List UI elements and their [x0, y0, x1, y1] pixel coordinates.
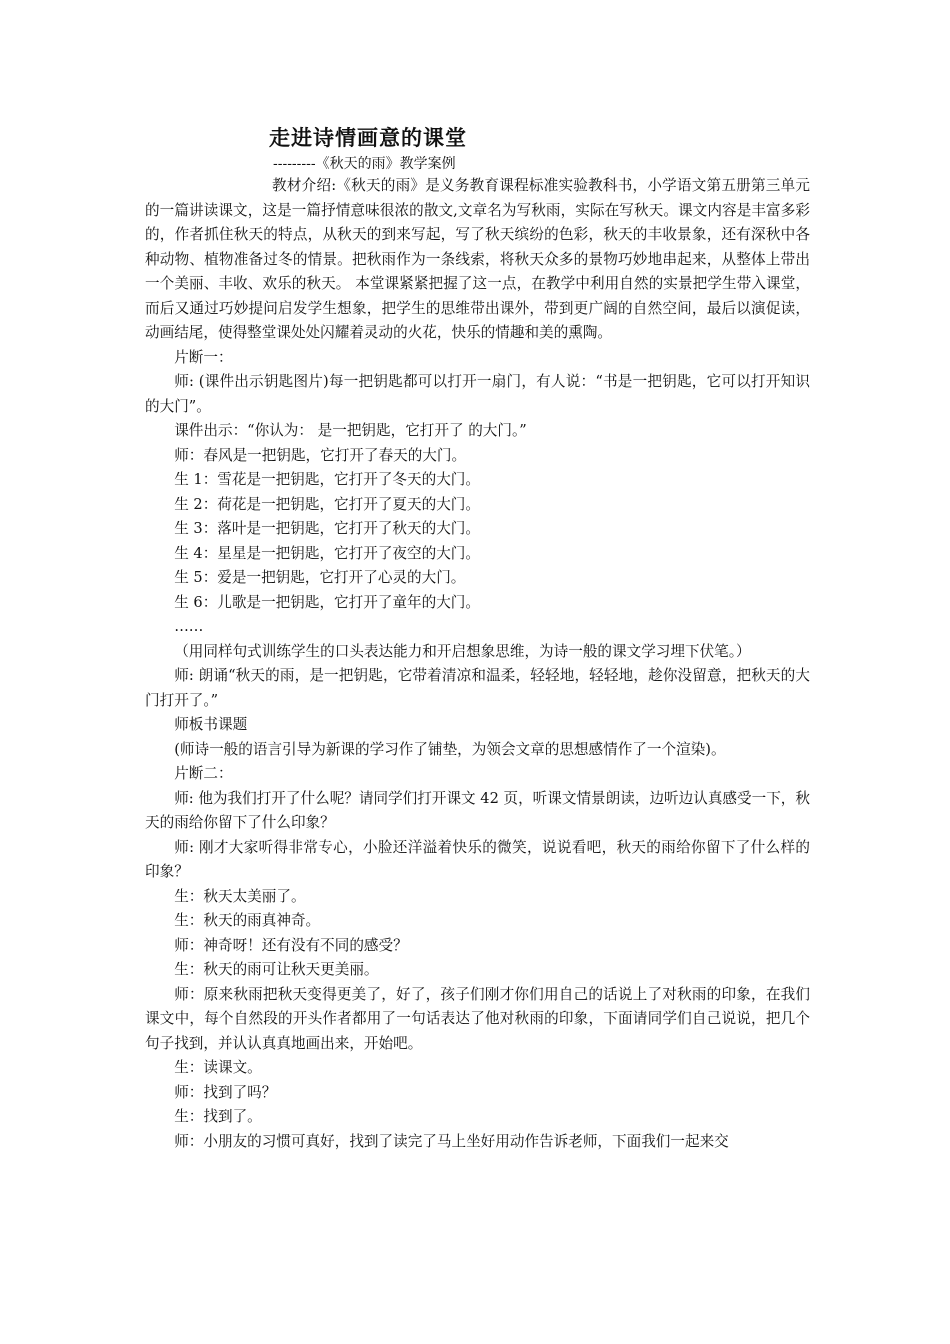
paragraph: 师: 朗诵“秋天的雨，是一把钥匙，它带着清凉和温柔，轻轻地，轻轻地，趁你没留意，把秋天的大门打开了。”	[145, 667, 810, 709]
intro-paragraph: 教材介绍:《秋天的雨》是义务教育课程标准实验教科书，小学语文第五册第三单元的一篇讲读课文，这是一篇抒情意味很浓的散文,文章名为写秋雨，实际在写秋天。课文内容是丰富多彩的，作者抓住秋天的特点，从秋天的到来写起，写了秋天缤纷的色彩，秋天的丰收景象，还有深秋中各种动物、植物准备过冬的情景。把秋雨作为一条线索，将秋天众多的景物巧妙地串起来，从整体上带出一个美丽、丰收、欢乐的秋天。 本堂课紧紧把握了这一点，在教学中利用自然的实景把学生带入课堂，而后又通过巧妙提问启发学生想象，把学生的思维带出课外，带到更广阔的自然空间，最后以演促读，动画结尾，使得整堂课处处闪耀着灵动的火花，快乐的情趣和美的熏陶。	[145, 177, 810, 341]
paragraph: 生：秋天太美丽了。	[174, 887, 306, 905]
document-subtitle: ---------《秋天的雨》教学案例	[273, 156, 456, 172]
ellipsis: ……	[174, 618, 204, 635]
document-title: 走进诗情画意的课堂	[269, 126, 467, 150]
paragraph: 生 4：星星是一把钥匙，它打开了夜空的大门。	[174, 544, 480, 562]
document-body	[145, 124, 810, 1154]
paragraph: 师：找到了吗？	[174, 1083, 277, 1101]
paragraph: 师：春风是一把钥匙，它打开了春天的大门。	[174, 446, 467, 464]
paragraph: 生：秋天的雨真神奇。	[174, 912, 321, 929]
paragraph: 生 6：儿歌是一把钥匙，它打开了童年的大门。	[174, 593, 480, 611]
paragraph: 师：原来秋雨把秋天变得更美了，好了，孩子们刚才你们用自己的话说上了对秋雨的印象，在我们课文中，每个自然段的开头作者都用了一句话表达了他对秋雨的印象，下面请同学们自己说说，把几个句子找到，并认认真真地画出来，开始吧。	[145, 985, 810, 1052]
paragraph: 生 1：雪花是一把钥匙，它打开了冬天的大门。	[174, 471, 480, 488]
section-heading-1: 片断一：	[174, 348, 233, 366]
paragraph: 生 2：荷花是一把钥匙，它打开了夏天的大门。	[174, 495, 480, 513]
paragraph: 生：秋天的雨可让秋天更美丽。	[174, 961, 379, 978]
paragraph: 生：读课文。	[174, 1059, 262, 1076]
paragraph: 师：神奇呀！还有没有不同的感受？	[174, 936, 408, 954]
paragraph: 生 5：爱是一把钥匙，它打开了心灵的大门。	[174, 569, 466, 586]
paragraph: 师: 他为我们打开了什么呢？请同学们打开课文 42 页，听课文情景朗读，边听边认真感受一下，秋天的雨给你留下了什么印象？	[145, 789, 810, 831]
paragraph: 生 3：落叶是一把钥匙，它打开了秋天的大门。	[174, 520, 480, 537]
paragraph: 师: (课件出示钥匙图片)每一把钥匙都可以打开一扇门，有人说：“书是一把钥匙，它可以打开知识的大门”。	[145, 373, 810, 415]
paragraph: 生：找到了。	[174, 1108, 262, 1125]
paragraph: 课件出示：“你认为： 是一把钥匙，它打开了 的大门。”	[174, 422, 527, 439]
paragraph: 师板书课题	[174, 716, 248, 733]
paragraph: （用同样句式训练学生的口头表达能力和开启想象思维，为诗一般的课文学习埋下伏笔。）	[174, 642, 751, 660]
paragraph: 师：小朋友的习惯可真好，找到了读完了马上坐好用动作告诉老师，下面我们一起来交	[174, 1132, 729, 1150]
section-heading-2: 片断二：	[174, 765, 233, 782]
paragraph: 师: 刚才大家听得非常专心，小脸还洋溢着快乐的微笑，说说看吧，秋天的雨给你留下了什么样的印象？	[145, 838, 810, 880]
paragraph: (师诗一般的语言引导为新课的学习作了铺垫，为领会文章的思想感情作了一个渲染)。	[174, 740, 726, 758]
